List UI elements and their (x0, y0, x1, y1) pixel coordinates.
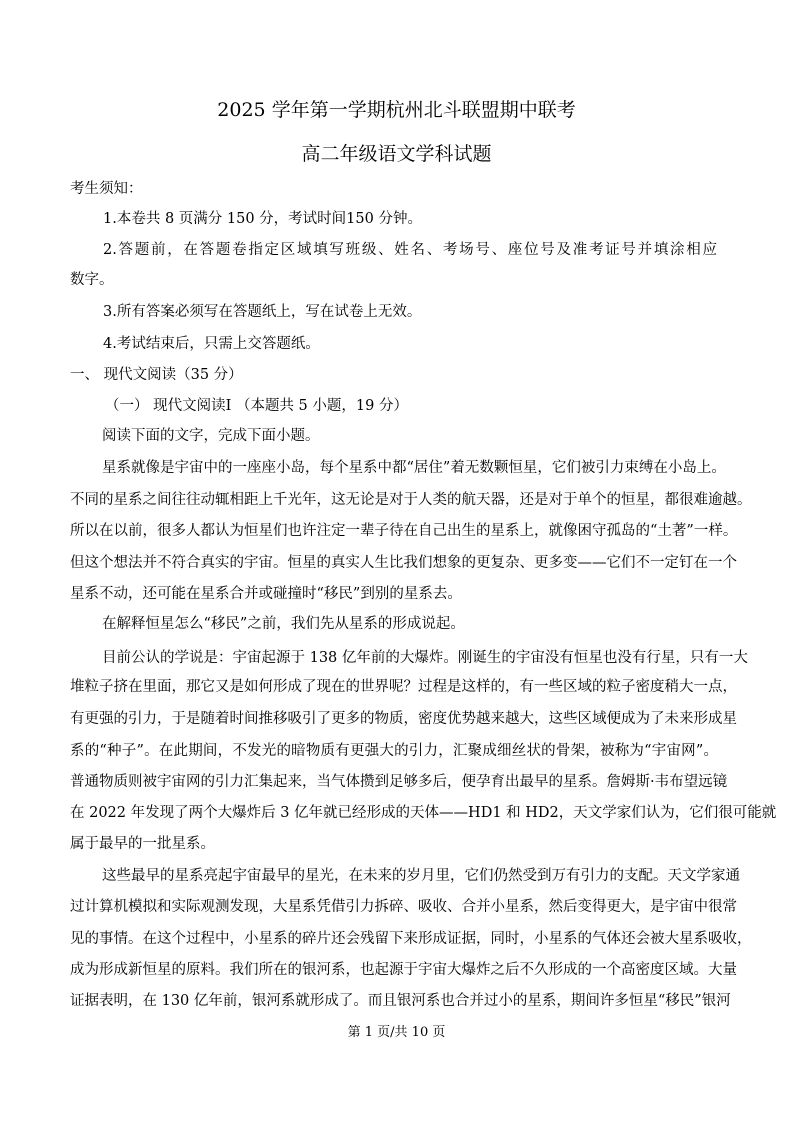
passage-line: 普通物质则被宇宙网的引力汇集起来，当气体攒到足够多后，便孕育出最早的星系。詹姆斯·韦布望远镜 (70, 774, 728, 790)
passage-line: 堆粒子挤在里面，那它又是如何形成了现在的世界呢？过程是这样的，有一些区域的粒子密度稍大一点， (70, 679, 737, 695)
passage-line: 证据表明，在 130 亿年前，银河系就形成了。而且银河系也合并过小的星系，期间许多恒星“移民”银河 (70, 993, 731, 1009)
page-number: 第 1 页/共 10 页 (347, 1025, 446, 1040)
passage-line: 但这个想法并不符合真实的宇宙。恒星的真实人生比我们想象的更复杂、更多变——它们不一定钉在一个 (70, 555, 737, 571)
passage-line: 星系不动，还可能在星系合并或碰撞时“移民”到别的星系去。 (70, 586, 462, 602)
exam-subtitle: 高二年级语文学科试题 (301, 143, 492, 165)
passage-line: 有更强的引力，于是随着时间推移吸引了更多的物质，密度优势越来越大，这些区域便成为了未来形成星 (70, 711, 737, 727)
reading-instruction: 阅读下面的文字，完成下面小题。 (102, 428, 320, 444)
notice-item-2-continued: 数字。 (70, 272, 114, 288)
passage-line: 系的“种子”。在此期间，不发光的暗物质有更强大的引力，汇聚成细丝状的骨架，被称为“宇宙网”。 (70, 743, 718, 759)
passage-line: 不同的星系之间往往动辄相距上千光年，这无论是对于人类的航天器，还是对于单个的恒星，都很难逾越。 (70, 492, 752, 508)
passage-line: 成为形成新恒星的原料。我们所在的银河系，也起源于宇宙大爆炸之后不久形成的一个高密度区域。大量 (70, 962, 737, 978)
passage-line: 属于最早的一批星系。 (70, 836, 215, 852)
passage-line: 过计算机模拟和实际观测发现，大星系凭借引力拆碎、吸收、合并小星系，然后变得更大，是宇宙中很常 (70, 899, 737, 915)
exam-title: 2025 学年第一学期杭州北斗联盟期中联考 (217, 99, 576, 121)
passage-line: 见的事情。在这个过程中，小星系的碎片还会残留下来形成证据，同时，小星系的气体还会被大星系吸收， (70, 931, 752, 947)
passage-line: 在 2022 年发现了两个大爆炸后 3 亿年就已经形成的天体——HD1 和 HD2，天文学家们认为，它们很可能就 (70, 805, 777, 821)
notice-item-2: 2.答题前，在答题卷指定区域填写班级、姓名、考场号、座位号及准考证号并填涂相应 (103, 242, 717, 258)
section-heading: 一、 现代文阅读（35 分） (70, 367, 243, 383)
notice-heading: 考生须知： (70, 181, 143, 197)
passage-line: 目前公认的学说是：宇宙起源于 138 亿年前的大爆炸。刚诞生的宇宙没有恒星也没有行星，只有一大 (102, 650, 748, 666)
subsection-heading: （一） 现代文阅读Ⅰ （本题共 5 小题，19 分） (105, 398, 408, 414)
passage-line: 在解释恒星怎么“移民”之前，我们先从星系的形成说起。 (102, 616, 465, 632)
notice-item-1: 1.本卷共 8 页满分 150 分，考试时间150 分钟。 (103, 211, 422, 227)
passage-line: 星系就像是宇宙中的一座座小岛，每个星系中都“居住”着无数颗恒星，它们被引力束缚在小岛上。 (102, 460, 726, 476)
notice-item-4: 4.考试结束后，只需上交答题纸。 (103, 336, 320, 352)
passage-line: 所以在以前，很多人都认为恒星们也许注定一辈子待在自己出生的星系上，就像困守孤岛的“土著”一样。 (70, 523, 738, 539)
notice-item-3: 3.所有答案必须写在答题纸上，写在试卷上无效。 (103, 304, 422, 320)
passage-line: 这些最早的星系亮起宇宙最早的星光，在未来的岁月里，它们仍然受到万有引力的支配。天文学家通 (102, 868, 740, 884)
